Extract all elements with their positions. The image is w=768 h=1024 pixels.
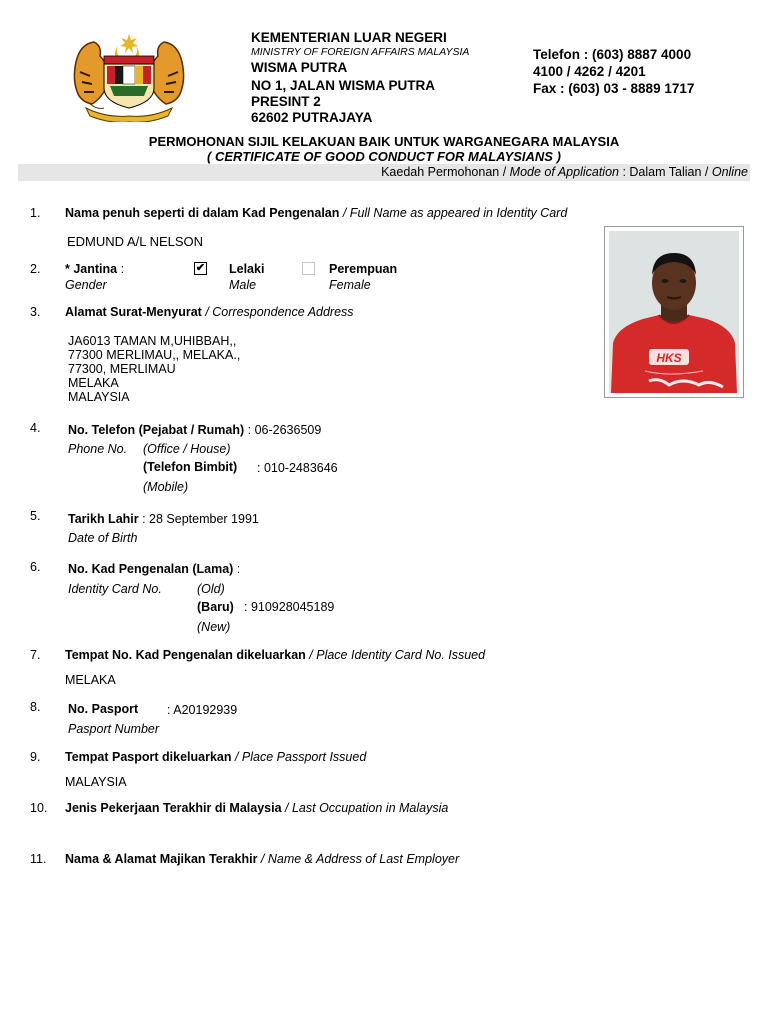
field-number: 1. [30, 206, 41, 220]
passport-label-english: Pasport Number [68, 722, 160, 736]
gender-label-english: Gender [65, 278, 107, 292]
female-label: Perempuan [329, 262, 398, 276]
passport-label: No. Pasport [68, 702, 139, 716]
ic-number-label-english: Identity Card No. [68, 582, 162, 596]
ic-place-label-malay: Tempat No. Kad Pengenalan dikeluarkan [65, 648, 306, 662]
mode-value: : Dalam Talian / [618, 165, 712, 179]
mode-label-malay: Kaedah Permohonan / [381, 165, 510, 179]
passport-place-label [65, 750, 366, 764]
ic-old-colon: : [233, 562, 241, 576]
male-label: Lelaki [229, 262, 265, 276]
field-number: 3. [30, 305, 41, 319]
address-label-malay: Alamat Surat-Menyurat [65, 305, 202, 319]
gender-label-malay: * Jantina [65, 262, 118, 276]
ic-new-label: (Baru) [197, 600, 234, 614]
gender-label [65, 262, 124, 276]
applicant-photo [604, 226, 744, 398]
ic-number-label [68, 562, 240, 576]
last-occupation-label-english: / Last Occupation in Malaysia [281, 801, 449, 815]
address-line-3: PRESINT 2 [251, 94, 321, 109]
ic-new-label-english: (New) [197, 620, 231, 634]
address-value-line: 77300, MERLIMAU [68, 362, 176, 376]
address-value-line: JA6013 TAMAN M,UHIBBAH,, [68, 334, 237, 348]
last-employer-label-english: / Name & Address of Last Employer [257, 852, 460, 866]
female-checkbox[interactable] [302, 262, 315, 275]
gender-colon: : [117, 262, 125, 276]
full-name-value: EDMUND A/L NELSON [67, 234, 204, 249]
applicant-portrait-image [609, 231, 739, 393]
date-of-birth-label-english: Date of Birth [68, 531, 138, 545]
mode-of-application [381, 165, 748, 179]
field-number: 4. [30, 421, 41, 435]
field-number: 10. [30, 801, 48, 815]
field-number: 6. [30, 560, 41, 574]
malaysia-coat-of-arms-logo [70, 32, 188, 122]
last-employer-label [65, 852, 459, 866]
mobile-label: (Telefon Bimbit) [143, 460, 238, 474]
address-value-line: MALAYSIA [68, 390, 130, 404]
address-label [65, 305, 354, 319]
telephone-extensions: 4100 / 4262 / 4201 [533, 64, 646, 79]
field-number: 5. [30, 509, 41, 523]
ic-place-label [65, 648, 485, 662]
field-number: 11. [30, 852, 47, 866]
mobile-label-english: (Mobile) [143, 480, 189, 494]
phone-label [68, 423, 321, 437]
phone-label-english: Phone No. [68, 442, 128, 456]
ic-new-value: : 910928045189 [244, 600, 335, 614]
address-value-line: 77300 MERLIMAU,, MELAKA., [68, 348, 241, 362]
ic-number-label-malay: No. Kad Pengenalan (Lama) [68, 562, 234, 576]
mobile-value: : 010-2483646 [257, 461, 338, 475]
last-occupation-label [65, 801, 448, 815]
telephone-line: Telefon : (603) 8887 4000 [533, 47, 692, 62]
shirt-print-text: HKS [656, 351, 682, 365]
address-line-2: NO 1, JALAN WISMA PUTRA [251, 78, 436, 93]
form-title: PERMOHONAN SIJIL KELAKUAN BAIK UNTUK WARGANEGARA MALAYSIA [148, 134, 620, 149]
field-number: 2. [30, 262, 41, 276]
ministry-name-english: MINISTRY OF FOREIGN AFFAIRS MALAYSIA [251, 46, 470, 58]
fax-line: Fax : (603) 03 - 8889 1717 [533, 81, 695, 96]
address-line-4: 62602 PUTRAJAYA [251, 110, 373, 125]
phone-label-malay: No. Telefon (Pejabat / Rumah) [68, 423, 245, 437]
passport-place-label-malay: Tempat Pasport dikeluarkan [65, 750, 232, 764]
male-label-english: Male [229, 278, 257, 292]
mode-label-english: Mode of Application [509, 165, 619, 179]
field-number: 9. [30, 750, 41, 764]
form-subtitle: ( CERTIFICATE OF GOOD CONDUCT FOR MALAYSIANS ) [207, 149, 561, 164]
full-name-label-malay: Nama penuh seperti di dalam Kad Pengenalan [65, 206, 340, 220]
phone-office-value: : 06-2636509 [244, 423, 322, 437]
male-checkbox[interactable]: ✔ [195, 262, 206, 274]
full-name-label [65, 206, 567, 220]
address-value-line: MELAKA [68, 376, 119, 390]
passport-place-label-english: / Place Passport Issued [231, 750, 367, 764]
date-of-birth-label [68, 512, 259, 526]
ic-old-label: (Old) [197, 582, 225, 596]
ic-place-value: MELAKA [65, 673, 116, 687]
mode-value-english: Online [711, 165, 748, 179]
female-label-english: Female [329, 278, 371, 292]
passport-place-value: MALAYSIA [65, 775, 127, 789]
last-occupation-label-malay: Jenis Pekerjaan Terakhir di Malaysia [65, 801, 282, 815]
ministry-name-malay: KEMENTERIAN LUAR NEGERI [251, 30, 447, 45]
passport-value: : A20192939 [167, 703, 238, 717]
ic-place-label-english: / Place Identity Card No. Issued [305, 648, 486, 662]
field-number: 7. [30, 648, 41, 662]
phone-office-house-label: (Office / House) [143, 442, 231, 456]
address-label-english: / Correspondence Address [201, 305, 354, 319]
address-line-1: WISMA PUTRA [251, 60, 348, 75]
date-of-birth-label-malay: Tarikh Lahir [68, 512, 139, 526]
full-name-label-english: / Full Name as appeared in Identity Card [339, 206, 568, 220]
date-of-birth-value: : 28 September 1991 [138, 512, 259, 526]
field-number: 8. [30, 700, 41, 714]
last-employer-label-malay: Nama & Alamat Majikan Terakhir [65, 852, 258, 866]
